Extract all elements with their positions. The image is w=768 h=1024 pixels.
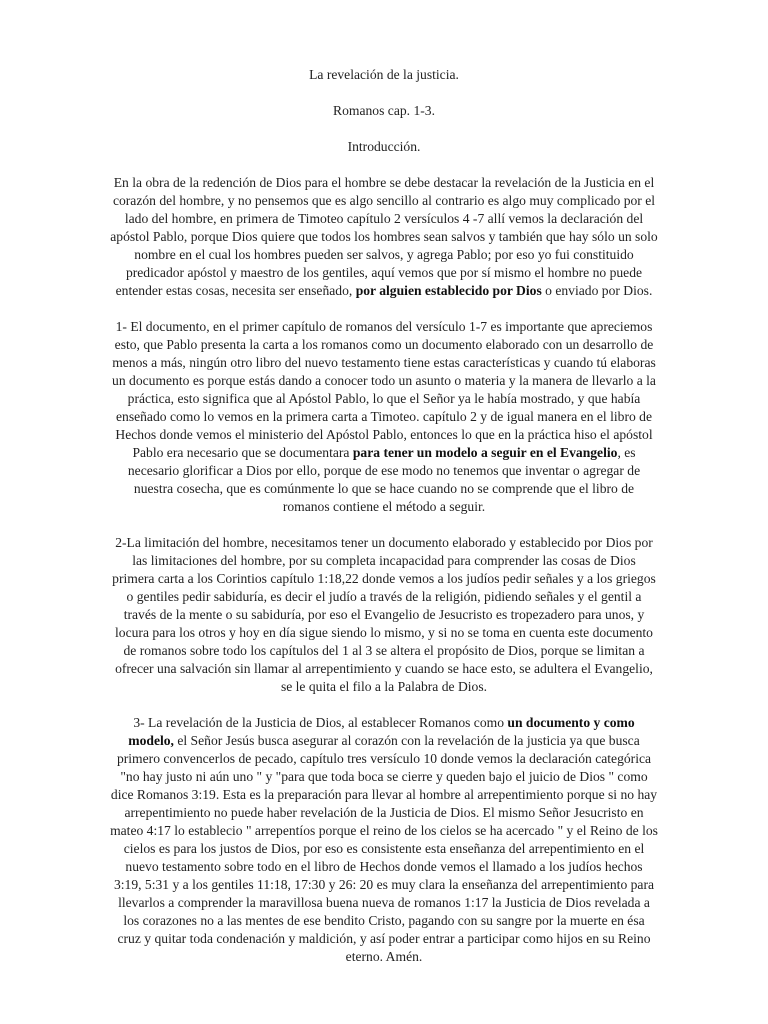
point-3-text-start: 3- La revelación de la Justicia de Dios, al establecer Romanos como [133,715,508,730]
point-1-bold-phrase: para tener un modelo a seguir en el Evangelio [352,445,618,460]
point-1-text-start: 1- El documento, en el primer capítulo de romanos del versículo 1-7 es importante que apreciemos esto, que Pablo presenta la carta a los romanos como un documento elaborado con un desarrollo de menos a más, ningún otro libro del nuevo testamento tiene estas características y cuando tú elaboras un documento es porque estás dando a conocer todo un asunto o materia y la manera de llevarlo a la práctica, esto significa que al Apóstol Pablo, lo que el Señor ya le había mostrado, y que había enseñado como lo vemos en la primera carta a Timoteo. capítulo 2 y de igual manera en el libro de Hechos donde vemos el ministerio del Apóstol Pablo, entonces lo que en la práctica hiso el apóstol Pablo era necesario que se documentara [112,319,656,460]
point-3-text-end: el Señor Jesús busca asegurar al corazón con la revelación de la justicia ya que busca primero convencerlos de pecado, capítulo tres versículo 10 donde vemos la declaración categórica "no hay justo ni aún uno " y "para que toda boca se cierre y queden bajo el juicio de Dios " como dice Romanos 3:19. Esta es la preparación para llevar al hombre al arrepentimiento porque si no hay arrepentimiento no puede haber revelación de la Justicia de Dios. El mismo Señor Jesucristo en mateo 4:17 lo establecio " arrepentíos porque el reino de los cielos se ha acercado " y el Reino de los cielos es para los justos de Dios, por eso es consistente esta enseñanza del arrepentimiento en el nuevo testamento sobre todo en el libro de Hechos donde vemos el llamado a los judíos hechos 3:19, 5:31 y a los gentiles 11:18, 17:30 y 26: 20 es muy clara la enseñanza del arrepentimiento para llevarlos a comprender la maravillosa buena nueva de romanos 1:17 la Justicia de Dios revelada a los corazones no a las mentes de ese bendito Cristo, pagando con su sangre por la muerte en ésa cruz y quitar toda condenación y maldición, y así poder entrar a participar como hijos en su Reino eterno. Amén. [110,733,658,964]
document-title: La revelación de la justicia. [309,67,459,82]
introduction-paragraph [110,174,658,300]
point-3-paragraph [110,714,658,966]
document-page [110,66,658,966]
document-subtitle: Romanos cap. 1-3. [333,103,435,118]
intro-text-end: o enviado por Dios. [541,283,653,298]
point-1-paragraph [110,318,658,516]
intro-bold-phrase: por alguien establecido por Dios [355,283,542,298]
introduction-heading: Introducción. [347,139,421,154]
point-3-bold-phrase: un documento y como modelo, [128,715,635,748]
point-2-text: 2-La limitación del hombre, necesitamos tener un documento elaborado y establecido por Dios por las limitaciones del hombre, por su completa incapacidad para comprender las cosas de Dios primera carta a los Corintios capítulo 1:18,22 donde vemos a los judíos pedir señales y a los griegos o gentiles pedir sabiduría, es decir el judío a través de la religión, pidiendo señales y el gentil a través de la mente o su sabiduría, por eso el Evangelio de Jesucristo es tropezadero para unos, y locura para los otros y hoy en día sigue siendo lo mismo, y si no se toma en cuenta este documento de romanos sobre todo los capítulos del 1 al 3 se altera el propósito de Dios, porque se limitan a ofrecer una salvación sin llamar al arrepentimiento y cuando se hace esto, se adultera el Evangelio, se le quita el filo a la Palabra de Dios. [112,535,656,694]
point-1-text-end: , es necesario glorificar a Dios por ello, porque de ese modo no tenemos que inventar o agregar de nuestra cosecha, que es comúnmente lo que se hace cuando no se comprende que el libro de romanos contiene el método a seguir. [127,445,641,514]
intro-text-start: En la obra de la redención de Dios para el hombre se debe destacar la revelación de la Justicia en el corazón del hombre, y no pensemos que es algo sencillo al contrario es algo muy complicado por el lado del hombre, en primera de Timoteo capítulo 2 versículos 4 -7 allí vemos la declaración del apóstol Pablo, porque Dios quiere que todos los hombres sean salvos y también que hay sólo un solo nombre en el cual los hombres pueden ser salvos, y agrega Pablo; por eso yo fui constituido predicador apóstol y maestro de los gentiles, aquí vemos que por sí mismo el hombre no puede entender estas cosas, necesita ser enseñado, [110,175,658,298]
point-2-paragraph [110,534,658,696]
